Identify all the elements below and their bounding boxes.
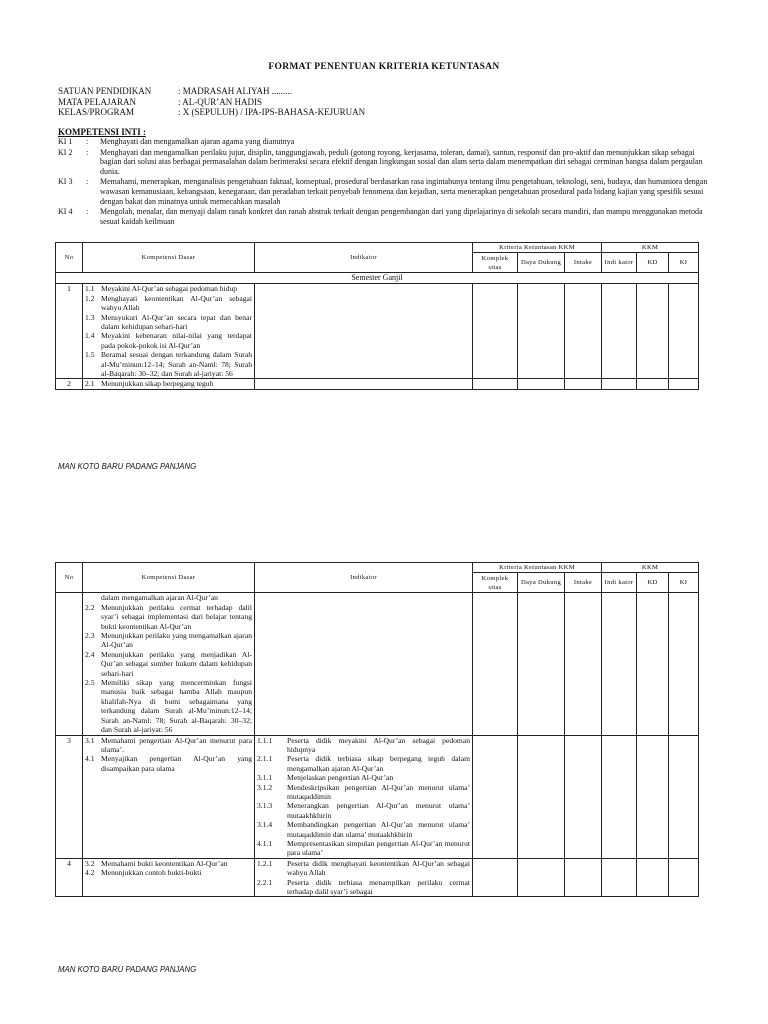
ki-item [58,148,708,177]
kkm-kd-cell [637,284,669,379]
kd-number: 1.5 [85,350,95,360]
indikator-cell [255,593,473,735]
kd-number: 1.1 [85,284,95,294]
kd-item [85,313,252,332]
kkm-indikator-cell [602,735,637,858]
daya-dukung-cell [518,593,565,735]
ki-list [58,137,708,227]
kkm-kd-cell [637,858,669,897]
header-kd-short: KD [637,573,669,593]
kd-item [85,331,252,350]
intake-cell [565,379,602,389]
kd-item [85,593,252,602]
daya-dukung-cell [518,379,565,389]
kd-item [85,754,252,773]
intake-cell [565,735,602,858]
kd-number: 2.5 [85,678,95,688]
indikator-text: Peserta didik meyakini Al-Qur’an sebagai pedoman hidupnya [287,735,470,754]
indikator-item [257,754,470,773]
kd-text: Menunjukkan contoh bukti-bukti [101,868,202,878]
identity-key: MATA PELAJARAN [58,96,137,107]
row-number: 2 [56,379,83,389]
header-kd-short: KD [637,253,669,273]
indikator-number: 1.1.1 [257,735,273,745]
header-kriteria: Kriteria Ketuntasan KKM [473,563,602,573]
indikator-item [257,859,470,878]
kd-text: Menghayati keontentikan Al-Qur’an sebagai wahyu Allah [101,293,252,313]
kompetensi-dasar-cell [83,858,255,897]
footer-page2: MAN KOTO BARU PADANG PANJANG [58,965,197,974]
identity-row [58,107,365,118]
header-ki-short: KI [669,573,699,593]
kkm-table-page2 [55,562,699,897]
kd-item [85,350,252,378]
kd-item [85,868,252,877]
ki-colon: : [86,147,89,157]
ki-item [58,137,708,147]
kkm-ki-cell [669,858,699,897]
table-row [56,379,699,389]
header-indikator: Indikator [255,243,473,273]
intake-cell [565,593,602,735]
kd-text: Meyakini Al-Qur’an sebagai pedoman hidup [101,284,238,294]
indikator-number: 2.1.1 [257,754,273,764]
kkm-indikator-cell [602,379,637,389]
kompleksitas-cell [473,284,518,379]
kd-number: 1.3 [85,312,95,322]
indikator-number: 3.1.3 [257,801,273,811]
kd-text: Mensyukuri Al-Qur’an secara tepat dan benar dalam kehidupan sehari-hari [101,312,252,332]
kd-item [85,284,252,293]
kd-number: 3.1 [85,735,95,745]
kd-item [85,859,252,868]
indikator-cell [255,735,473,858]
identity-row [58,97,365,108]
header-kd: Kompetensi Dasar [83,243,255,273]
kd-text: Meyakini kebenaran nilai-nilai yang terdapat pada pokok-pokok isi Al-Qur’an [101,331,252,350]
kkm-kd-cell [637,735,669,858]
row-number: 1 [56,284,83,379]
kd-item [85,603,252,631]
kompetensi-dasar-cell [83,735,255,858]
kd-number: 4.2 [85,868,95,878]
kd-number: 2.2 [85,602,95,612]
kd-number: 1.2 [85,293,95,303]
header-kriteria: Kriteria Ketuntasan KKM [473,243,602,253]
indikator-item [257,820,470,839]
kkm-ki-cell [669,735,699,858]
kd-number: 1.4 [85,331,95,341]
kompleksitas-cell [473,858,518,897]
kd-item [85,678,252,734]
kd-number: 3.2 [85,858,95,868]
document-title: FORMAT PENENTUAN KRITERIA KETUNTASAN [268,62,500,72]
identity-key: KELAS/PROGRAM [58,107,135,117]
table-row [56,284,699,379]
identity-value: : AL-QUR’AN HADIS [178,96,262,107]
ki-text: Menghayati dan mengamalkan perilaku jujur, disiplin, tanggungjawab, peduli (gotong royong, kerjasama, toleran, damai), santun, responsif dan pro-aktif dan menunjukkan sikap sebagai bagian dari solusi atas berbagai permasalahan dalam berinteraksi secara efektif dengan lingkungan sosial dan alam serta dalam menempatkan diri sebagai cerminan bangsa dalam pergaulan dunia. [100,147,703,176]
kkm-kd-cell [637,379,669,389]
row-number [56,593,83,735]
indikator-item [257,736,470,755]
indikator-item [257,839,470,858]
indikator-item [257,773,470,782]
header-daya-dukung: Daya Dukung [518,253,565,273]
indikator-number: 3.1.4 [257,820,273,830]
header-kompleksitas: Komplek sitas [473,573,518,593]
kd-text: Beramal sesuai dengan terkandung dalam Surah al-Mu’minun:12–14; Surah an-Naml: 78; Surah al-Baqarah: 30–32; dan Surah al-jariyat: 56 [101,350,252,379]
ki-code: KI 3 [58,177,73,187]
kkm-ki-cell [669,284,699,379]
indikator-text: Peserta didik terbiasa sikap berpegang teguh dalam mengamalkan ajaran Al-Qur’an [287,754,470,773]
ki-code: KI 1 [58,137,73,146]
kkm-ki-cell [669,593,699,735]
header-no: No [56,243,83,273]
semester-label: Semester Ganjil [56,273,699,284]
header-kkm: KKM [602,563,699,573]
kkm-table-page1 [55,242,699,390]
kkm-ki-cell [669,379,699,389]
indikator-text: Peserta didik terbiasa menampilkan perilaku cermat terhadap dalil syar’i sebagai [287,877,470,896]
kompleksitas-cell [473,735,518,858]
identity-block [58,86,365,118]
table-row [56,735,699,858]
ki-text: Menghayati dan mengamalkan ajaran agama yang dianutnya [100,137,295,146]
table-body-page1 [56,273,699,389]
intake-cell [565,284,602,379]
indikator-number: 3.1.1 [257,773,273,783]
identity-key: SATUAN PENDIDIKAN [58,86,152,96]
kkm-indikator-cell [602,593,637,735]
indikator-number: 4.1.1 [257,838,273,848]
kd-number: 2.1 [85,379,95,389]
kd-text: Menunjukkan perilaku yang mengamalkan ajaran Al-Qur’an [101,631,252,650]
kd-text: Menunjukkan perilaku cermat terhadap dalil syar’i sebagai implementasi dari belajar tentang bukti keontentikan Al-Qur’an [101,602,252,631]
ki-colon: : [86,177,89,187]
indikator-text: Mempresentasikan simpulan pengertian Al-Qur’an menurut para ulama’ [287,838,470,858]
header-intake: Intake [565,573,602,593]
kompleksitas-cell [473,379,518,389]
header-daya-dukung: Daya Dukung [518,573,565,593]
daya-dukung-cell [518,284,565,379]
header-intake: Intake [565,253,602,273]
daya-dukung-cell [518,858,565,897]
kd-item [85,650,252,678]
header-kkm: KKM [602,243,699,253]
ki-text: Memahami, menerapkan, menganalisis pengetahuan faktual, konseptual, prosedural berdasarkan rasa ingintahunya tentang ilmu pengetahuan, teknologi, seni, budaya, dan humaniora dengan wawasan kemanusiaan, kebangsaan, kenegaraan, dan peradaban terkait penyebab fenomena dan kejadian, serta menerapkan pengetahuan prosedural pada bidang kajian yang spesifik sesuai dengan bakat dan minatnya untuk memecahkan masalah [100,177,708,206]
kompleksitas-cell [473,593,518,735]
header-no: No [56,563,83,593]
ki-item [58,207,708,226]
row-number: 3 [56,735,83,858]
header-indikator: Indikator [255,563,473,593]
kd-text: Menyajikan pengertian Al-Qur’an yang disampaikan para ulama [101,754,252,773]
kd-item [85,294,252,313]
indikator-item [257,878,470,897]
indikator-cell [255,858,473,897]
kd-text: Memahami pengertian Al-Qur’an menurut para ulama’. [101,735,252,754]
kd-item [85,379,252,388]
table-row [56,593,699,735]
indikator-item [257,783,470,802]
intake-cell [565,858,602,897]
indikator-text: Membandingkan pengertian Al-Qur’an menurut ulama’ mutaqaddimin dan ulama’ mutaakhkhirin [287,820,470,839]
ki-code: KI 4 [58,207,73,217]
indikator-text: Peserta didik menghayati keontentikan Al-Qur’an sebagai wahyu Allah [287,858,470,878]
kd-number [85,593,101,602]
kkm-indikator-cell [602,858,637,897]
indikator-text: Menerangkan pengertian Al-Qur’an menurut ulama’ mutaakhkhirin [287,801,470,820]
header-indikator-kkm: Indi kator [602,253,637,273]
kompetensi-dasar-cell [83,593,255,735]
indikator-text: Mendeskripsikan pengertian Al-Qur’an menurut ulama’ mutaqaddimin [287,782,470,801]
table-body-page2 [56,593,699,897]
ki-text: Mengolah, menalar, dan menyaji dalam ranah konkret dan ranah abstrak terkait dengan pengembangan dari yang dipelajarinya di sekolah secara mandiri, dan mampu menggunakan metoda sesuai kaidah keilmuan [100,207,703,226]
ki-heading: KOMPETENSI INTI : [58,127,147,137]
kkm-indikator-cell [602,284,637,379]
identity-value: : X (SEPULUH) / IPA-IPS-BAHASA-KEJURUAN [178,107,366,117]
header-kd: Kompetensi Dasar [83,563,255,593]
indikator-number: 2.2.1 [257,877,273,887]
indikator-text: Menjelaskan pengertian Al-Qur’an [287,773,394,783]
kd-text: Memahami bukti keontentikan Al-Qur’an [101,858,228,868]
kd-number: 2.3 [85,631,95,641]
ki-colon: : [86,207,89,217]
identity-value: : MADRASAH ALIYAH ......... [178,86,293,96]
indikator-number: 1.2.1 [257,858,273,868]
header-indikator-kkm: Indi kator [602,573,637,593]
kd-item [85,631,252,650]
table-row [56,858,699,897]
kd-text: Menunjukkan sikap berpegang teguh [101,379,214,389]
row-number: 4 [56,858,83,897]
identity-row [58,86,365,97]
header-kompleksitas: Komplek sitas [473,253,518,273]
kompetensi-dasar-cell [83,379,255,389]
kd-text: Menunjukkan perilaku yang menjadikan Al-Qur’an sebagai sumber hukum dalam kehidupan sehari-hari [101,649,252,678]
kd-item [85,736,252,755]
footer-page1: MAN KOTO BARU PADANG PANJANG [58,462,197,471]
kd-number: 2.4 [85,649,95,659]
header-ki-short: KI [669,253,699,273]
indikator-cell [255,379,473,389]
ki-colon: : [86,137,89,146]
indikator-cell [255,284,473,379]
ki-item [58,177,708,206]
ki-code: KI 2 [58,147,73,157]
indikator-number: 3.1.2 [257,782,273,792]
daya-dukung-cell [518,735,565,858]
kd-text: Memiliki sikap yang mencerminkan fungsi manusia baik sebagai hamba Allah maupun khalifah-Nya di bumi sebagaimana yang terkandung dalam Surah al-Mu’minun:12–14; Surah an-Naml: 78; Surah al-Baqarah: 30–32; dan Surah al-jariyat: 56 [101,678,252,735]
kkm-kd-cell [637,593,669,735]
indikator-item [257,801,470,820]
kompetensi-dasar-cell [83,284,255,379]
kd-number: 4.1 [85,754,95,764]
kd-text: dalam mengamalkan ajaran Al-Qur’an [101,593,218,603]
